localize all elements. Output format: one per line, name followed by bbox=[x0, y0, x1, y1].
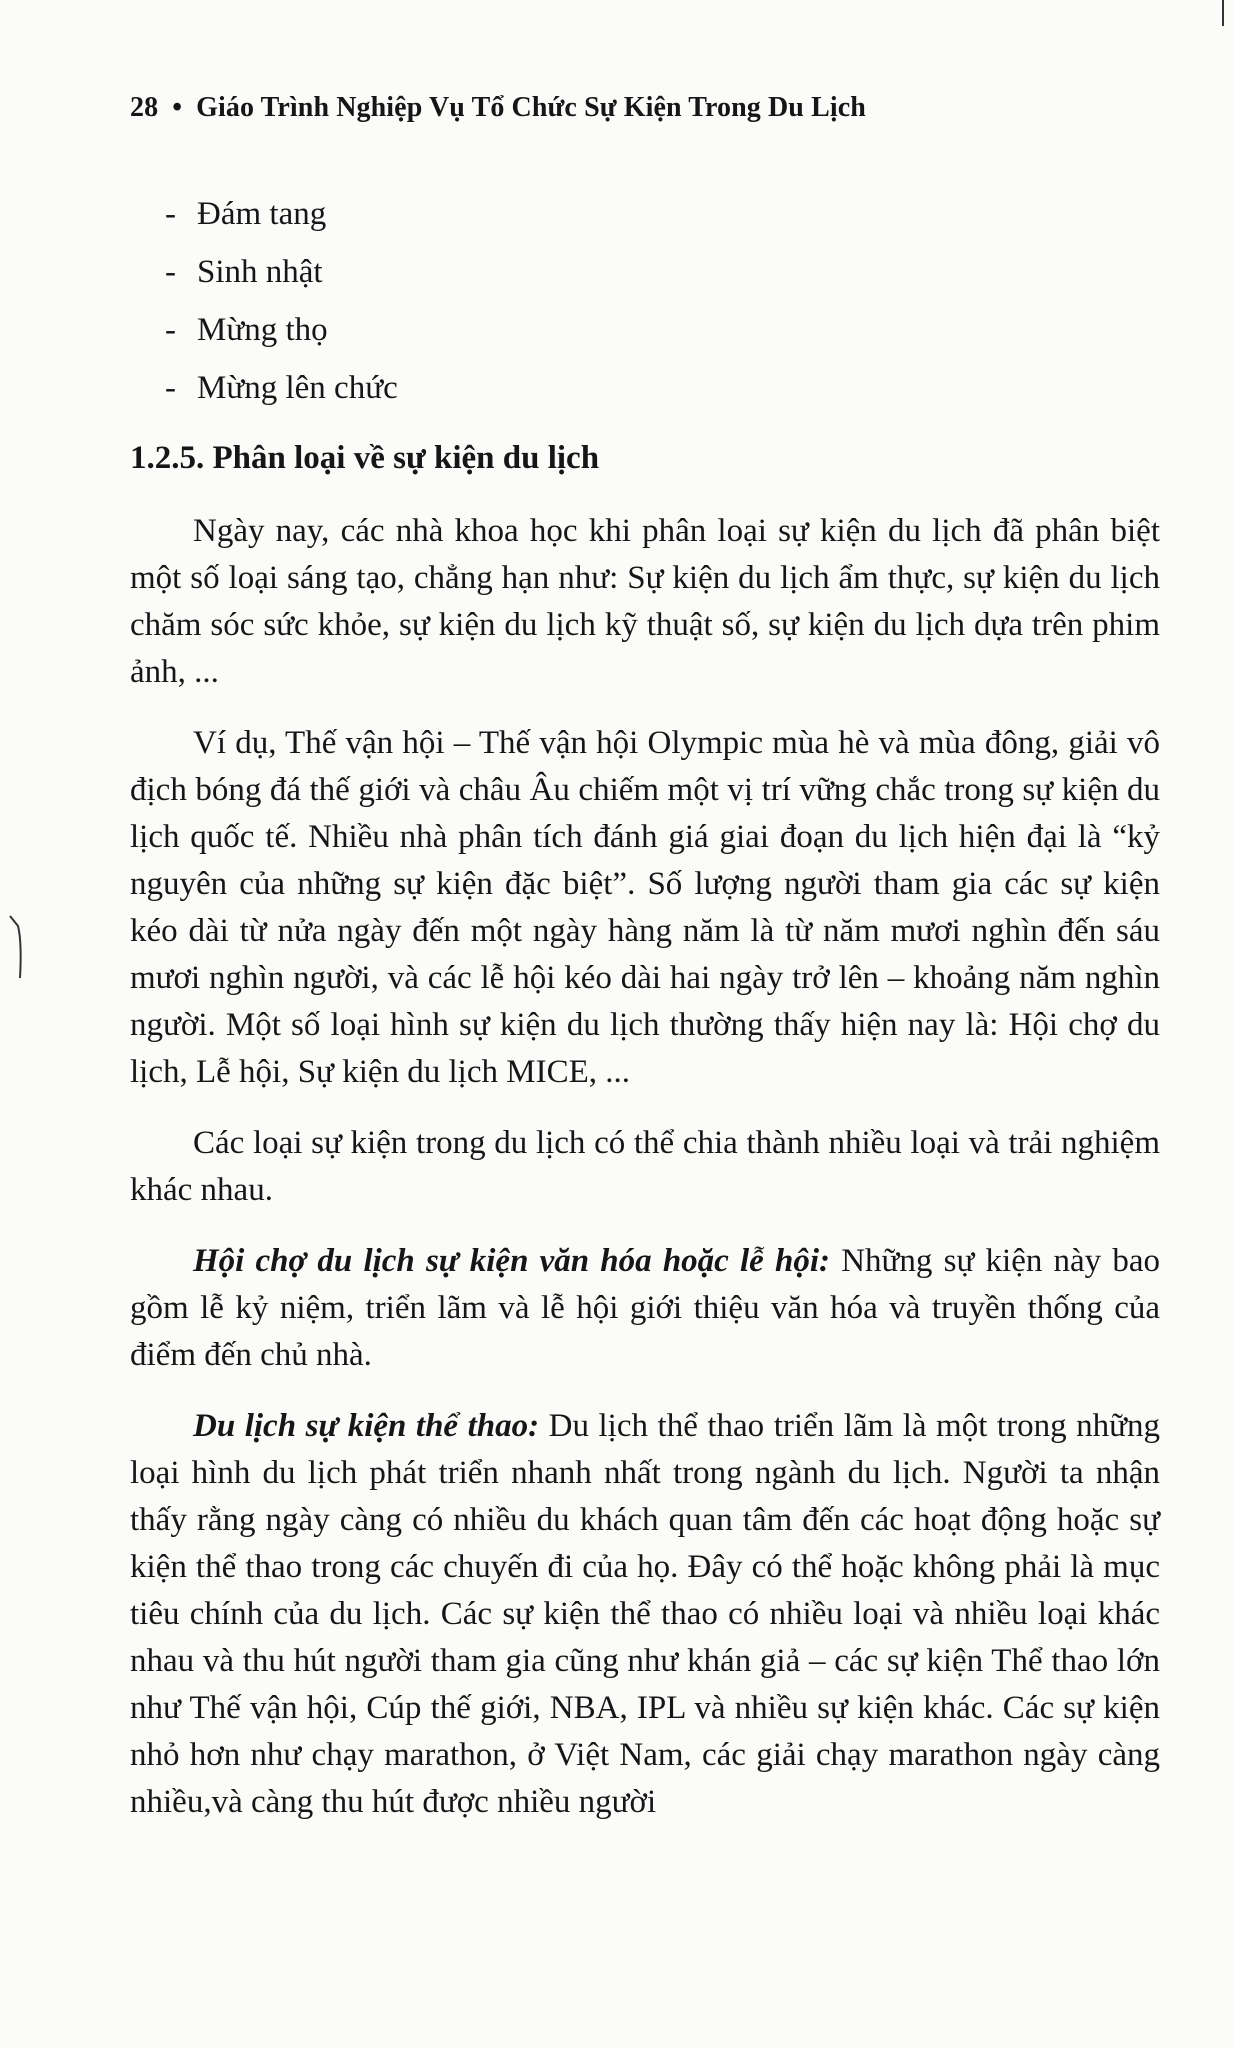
body-text bbox=[130, 508, 1160, 1850]
list-item bbox=[165, 301, 398, 359]
paragraph bbox=[130, 1403, 1160, 1826]
paragraph bbox=[130, 1238, 1160, 1379]
paragraph-text: Các loại sự kiện trong du lịch có thể chia thành nhiều loại và trải nghiệm khác nhau. bbox=[130, 1125, 1160, 1208]
paragraph-text: Du lịch thể thao triển lãm là một trong những loại hình du lịch phát triển nhanh nhất trong ngành du lịch. Người ta nhận thấy rằng ngày càng có nhiều du khách quan tâm đến các hoạt động hoặc sự kiện thể thao trong các chuyến đi của họ. Đây có thể hoặc không phải là mục tiêu chính của du lịch. Các sự kiện thể thao có nhiều loại và nhiều loại khác nhau và thu hút người tham gia cũng như khán giả – các sự kiện Thể thao lớn như Thế vận hội, Cúp thế giới, NBA, IPL và nhiều sự kiện khác. Các sự kiện nhỏ hơn như chạy marathon, ở Việt Nam, các giải chạy marathon ngày càng nhiều,và càng thu hút được nhiều người bbox=[130, 1408, 1160, 1820]
bullet-dash: - bbox=[165, 254, 176, 290]
list-item-text: Đám tang bbox=[197, 196, 327, 232]
paragraph bbox=[130, 1120, 1160, 1214]
paragraph-text: Những sự kiện này bao gồm lễ kỷ niệm, triển lãm và lễ hội giới thiệu văn hóa và truyền thống của điểm đến chủ nhà. bbox=[130, 1243, 1160, 1373]
paragraph-lead: Du lịch sự kiện thể thao: bbox=[193, 1408, 540, 1444]
paragraph bbox=[130, 508, 1160, 696]
paragraph-lead: Hội chợ du lịch sự kiện văn hóa hoặc lễ hội: bbox=[193, 1243, 831, 1279]
list-item-text: Sinh nhật bbox=[197, 254, 323, 290]
bullet-dash: - bbox=[165, 196, 176, 232]
bullet-dash: - bbox=[165, 312, 176, 348]
paragraph bbox=[130, 720, 1160, 1096]
running-header bbox=[130, 92, 866, 124]
page-number: 28 bbox=[130, 92, 159, 123]
bullet-dash: - bbox=[165, 370, 176, 406]
margin-pen-mark bbox=[6, 912, 32, 982]
list-item-text: Mừng lên chức bbox=[197, 370, 398, 406]
bullet-list bbox=[165, 185, 398, 417]
page-edge-mark bbox=[1222, 0, 1224, 26]
section-heading: 1.2.5. Phân loại về sự kiện du lịch bbox=[130, 440, 600, 476]
list-item bbox=[165, 359, 398, 417]
list-item bbox=[165, 185, 398, 243]
header-separator: • bbox=[172, 92, 183, 123]
book-title: Giáo Trình Nghiệp Vụ Tổ Chức Sự Kiện Trong Du Lịch bbox=[196, 92, 866, 123]
list-item-text: Mừng thọ bbox=[197, 312, 328, 348]
paragraph-text: Ngày nay, các nhà khoa học khi phân loại sự kiện du lịch đã phân biệt một số loại sáng tạo, chẳng hạn như: Sự kiện du lịch ẩm thực, sự kiện du lịch chăm sóc sức khỏe, sự kiện du lịch kỹ thuật số, sự kiện du lịch dựa trên phim ảnh, ... bbox=[130, 513, 1160, 690]
paragraph-text: Ví dụ, Thế vận hội – Thế vận hội Olympic mùa hè và mùa đông, giải vô địch bóng đá thế giới và châu Âu chiếm một vị trí vững chắc trong sự kiện du lịch quốc tế. Nhiều nhà phân tích đánh giá giai đoạn du lịch hiện đại là “kỷ nguyên của những sự kiện đặc biệt”. Số lượng người tham gia các sự kiện kéo dài từ nửa ngày đến một ngày hàng năm là từ năm mươi nghìn đến sáu mươi nghìn người, và các lễ hội kéo dài hai ngày trở lên – khoảng năm nghìn người. Một số loại hình sự kiện du lịch thường thấy hiện nay là: Hội chợ du lịch, Lễ hội, Sự kiện du lịch MICE, ... bbox=[130, 725, 1160, 1090]
list-item bbox=[165, 243, 398, 301]
